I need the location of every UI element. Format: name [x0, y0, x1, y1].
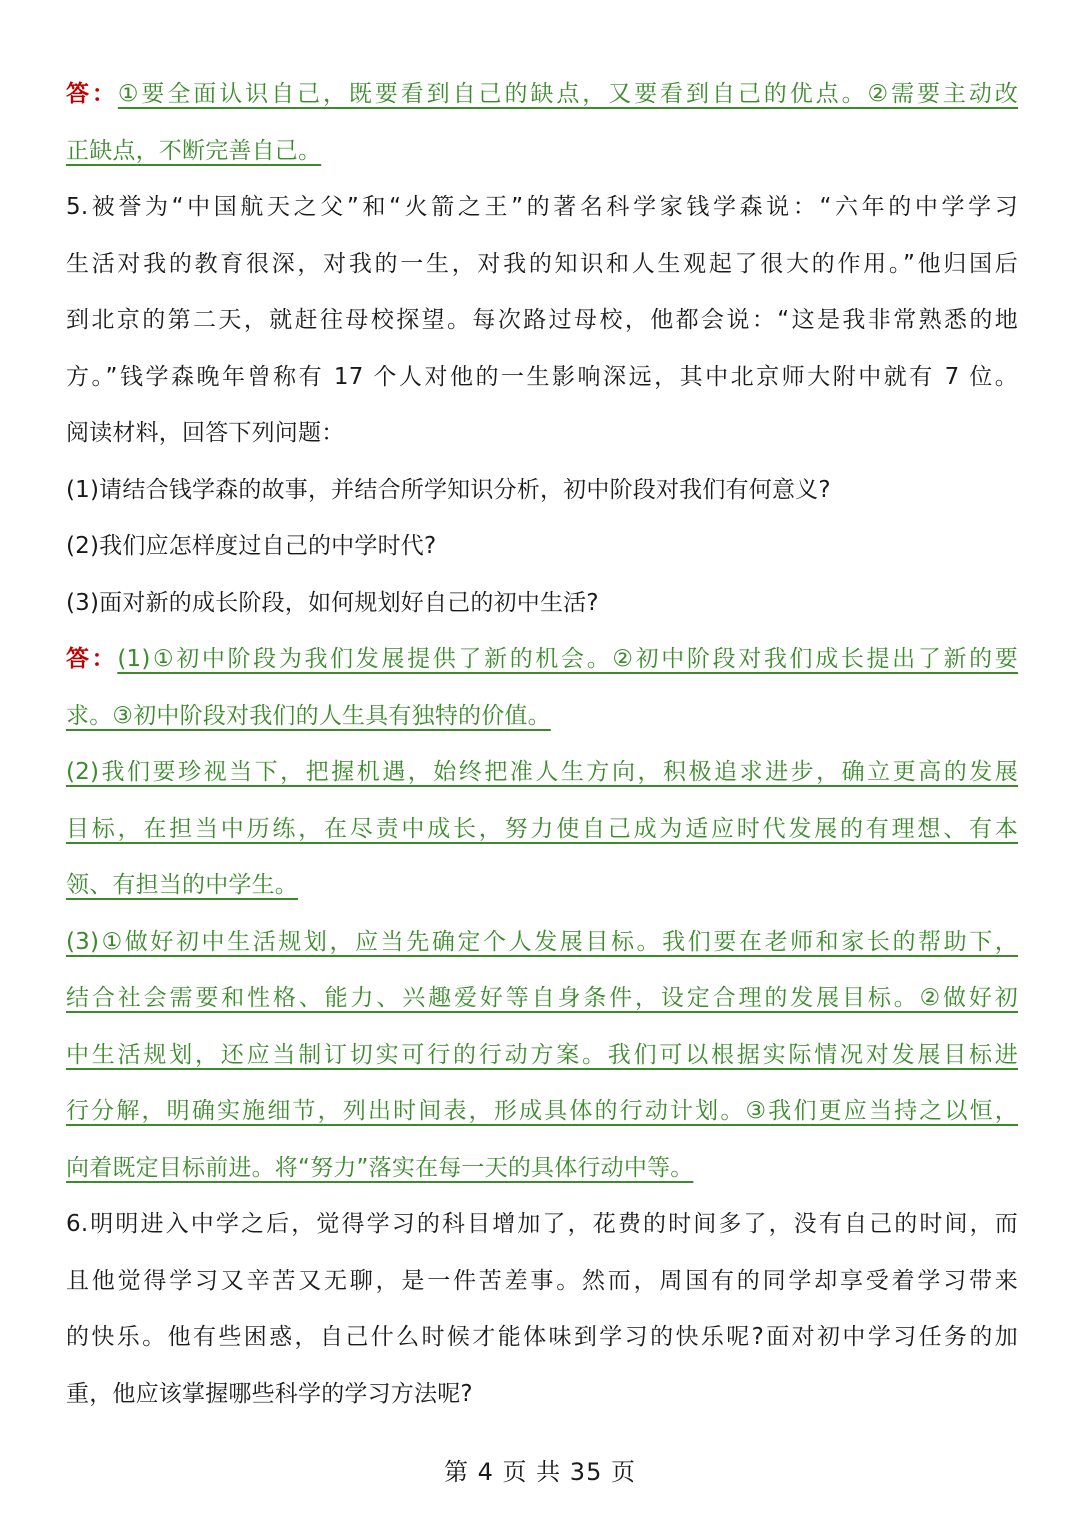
- q4-answer-line-2: [66, 123, 1018, 180]
- q6-stem-line: 的快乐。他有些困惑，自己什么时候才能体味到学习的快乐呢?面对初中学习任务的加: [66, 1324, 1018, 1350]
- q5-answer-line: (3)①做好初中生活规划，应当先确定个人发展目标。我们要在老师和家长的帮助下，: [66, 928, 1018, 955]
- q5-answer-line: [66, 1140, 1018, 1197]
- q6-stem-line: 且他觉得学习又辛苦又无聊，是一件苦差事。然而，周国有的同学却享受着学习带来: [66, 1267, 1018, 1294]
- answer-text: 向着既定目标前进。将“努力”落实在每一天的具体行动中等。: [66, 1154, 694, 1181]
- q5-stem-line: 阅读材料，回答下列问题：: [66, 420, 345, 446]
- q5-sub-question-2: (2)我们应怎样度过自己的中学时代?: [66, 533, 437, 559]
- answer-text: (1)①初中阶段为我们发展提供了新的机会。②初中阶段对我们成长提出了新的要: [117, 646, 1018, 672]
- q4-answer-line-1: [66, 66, 1018, 123]
- q5-answer-line: 行分解，明确实施细节，列出时间表，形成具体的行动计划。③我们更应当持之以恒，: [66, 1098, 1018, 1124]
- document-page: [66, 66, 1018, 1422]
- q5-answer-line-1: [66, 631, 1018, 688]
- page-footer: 第 4 页 共 35 页: [444, 1458, 636, 1486]
- answer-text: ①要全面认识自己，既要看到自己的缺点，又要看到自己的优点。②需要主动改: [117, 81, 1018, 107]
- q5-answer-line: [66, 688, 1018, 745]
- q5-stem-line: 5.被誉为“中国航天之父”和“火箭之王”的著名科学家钱学森说：“六年的中学学习: [66, 194, 1018, 220]
- q6-stem-line: 6.明明进入中学之后，觉得学习的科目增加了，花费的时间多了，没有自己的时间，而: [66, 1211, 1018, 1237]
- q5-stem-line: 到北京的第二天，就赶往母校探望。每次路过母校，他都会说：“这是我非常熟悉的地: [66, 307, 1018, 333]
- q5-sub-question-3: (3)面对新的成长阶段，如何规划好自己的初中生活?: [66, 589, 599, 616]
- answer-label: 答：: [66, 646, 118, 672]
- q5-answer-line: 中生活规划，还应当制订切实可行的行动方案。我们可以根据实际情况对发展目标进: [66, 1041, 1018, 1068]
- q6-stem-line: 重，他应该掌握哪些科学的学习方法呢?: [66, 1380, 473, 1407]
- q5-answer-line: 目标，在担当中历练，在尽责中成长，努力使自己成为适应时代发展的有理想、有本: [66, 815, 1018, 842]
- q5-answer-line: (2)我们要珍视当下，把握机遇，始终把准人生方向，积极追求进步，确立更高的发展: [66, 759, 1018, 785]
- answer-label: 答：: [66, 81, 118, 107]
- q5-stem-line: 生活对我的教育很深，对我的一生，对我的知识和人生观起了很大的作用。”他归国后: [66, 250, 1018, 277]
- q5-sub-question-1: (1)请结合钱学森的故事，并结合所学知识分析，初中阶段对我们有何意义?: [66, 476, 831, 503]
- q5-answer-line: [66, 857, 1018, 914]
- q5-answer-line: 结合社会需要和性格、能力、兴趣爱好等自身条件，设定合理的发展目标。②做好初: [66, 985, 1018, 1011]
- answer-text: 领、有担当的中学生。: [66, 872, 298, 898]
- answer-text: 正缺点，不断完善自己。: [66, 137, 322, 164]
- q5-stem-line: 方。”钱学森晚年曾称有 17 个人对他的一生影响深远，其中北京师大附中就有 7 位。: [66, 363, 1018, 390]
- answer-text: 求。③初中阶段对我们的人生具有独特的价值。: [66, 702, 551, 729]
